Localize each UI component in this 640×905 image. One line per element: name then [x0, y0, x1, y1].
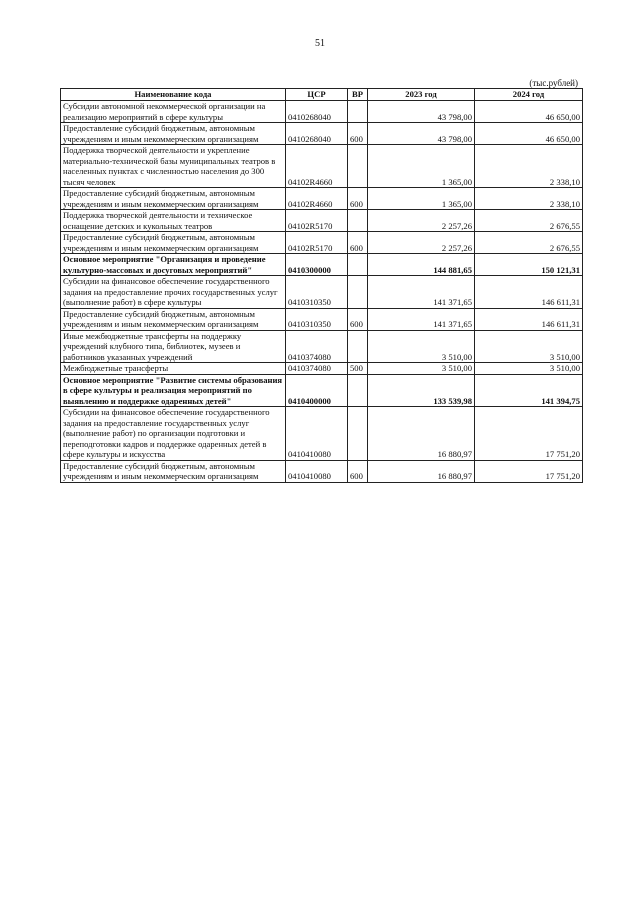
cell-2023: 1 365,00 — [368, 188, 475, 210]
cell-csr: 0410410080 — [286, 407, 348, 461]
cell-name: Основное мероприятие "Развитие системы образования в сфере культуры и реализация мероприятий по выявлению и поддержке одаренных детей" — [61, 374, 286, 407]
cell-csr: 0410300000 — [286, 254, 348, 276]
cell-name: Предоставление субсидий бюджетным, автономным учреждениям и иным некоммерческим организациям — [61, 232, 286, 254]
cell-vr — [348, 210, 368, 232]
cell-2024: 46 650,00 — [475, 123, 583, 145]
cell-name: Межбюджетные трансферты — [61, 363, 286, 375]
table-row — [61, 188, 583, 210]
cell-vr — [348, 407, 368, 461]
table-row — [61, 145, 583, 188]
cell-csr: 04102R4660 — [286, 145, 348, 188]
cell-2023: 141 371,65 — [368, 308, 475, 330]
cell-vr — [348, 330, 368, 363]
cell-2023: 16 880,97 — [368, 460, 475, 482]
cell-csr: 0410310350 — [286, 276, 348, 309]
cell-vr — [348, 276, 368, 309]
cell-csr: 0410410080 — [286, 460, 348, 482]
cell-csr: 0410310350 — [286, 308, 348, 330]
cell-name: Субсидии на финансовое обеспечение государственного задания на предоставление прочих государственных услуг (выполнение работ) в сфере культуры — [61, 276, 286, 309]
cell-name: Предоставление субсидий бюджетным, автономным учреждениям и иным некоммерческим организациям — [61, 308, 286, 330]
cell-csr: 0410374080 — [286, 330, 348, 363]
cell-2024: 2 338,10 — [475, 145, 583, 188]
cell-2024: 17 751,20 — [475, 407, 583, 461]
cell-2024: 2 676,55 — [475, 232, 583, 254]
page-number: 51 — [315, 38, 325, 49]
cell-name: Субсидии на финансовое обеспечение государственного задания на предоставление государственных услуг (выполнение работ) по организации подготовки и переподготовки кадров и поддержке одаренных детей в сфере культуры и искусства — [61, 407, 286, 461]
header-name: Наименование кода — [61, 89, 286, 101]
cell-2023: 133 539,98 — [368, 374, 475, 407]
cell-2024: 150 121,31 — [475, 254, 583, 276]
cell-name: Иные межбюджетные трансферты на поддержку учреждений клубного типа, библиотек, музеев и работников указанных учреждений — [61, 330, 286, 363]
cell-vr — [348, 254, 368, 276]
table-row — [61, 330, 583, 363]
cell-2024: 2 676,55 — [475, 210, 583, 232]
cell-2024: 141 394,75 — [475, 374, 583, 407]
table-row — [61, 276, 583, 309]
cell-name: Поддержка творческой деятельности и укрепление материально-технической базы муниципальных театров в населенных пунктах с численностью населения до 300 тысяч человек — [61, 145, 286, 188]
header-2023: 2023 год — [368, 89, 475, 101]
cell-2024: 146 611,31 — [475, 276, 583, 309]
table-row — [61, 232, 583, 254]
cell-vr — [348, 101, 368, 123]
cell-csr: 04102R5170 — [286, 232, 348, 254]
cell-2023: 2 257,26 — [368, 232, 475, 254]
table-row — [61, 363, 583, 375]
cell-2023: 144 881,65 — [368, 254, 475, 276]
cell-vr: 500 — [348, 363, 368, 375]
table-row-section — [61, 374, 583, 407]
cell-vr: 600 — [348, 308, 368, 330]
cell-2023: 141 371,65 — [368, 276, 475, 309]
cell-csr: 04102R5170 — [286, 210, 348, 232]
table-row-section — [61, 254, 583, 276]
cell-2024: 146 611,31 — [475, 308, 583, 330]
cell-csr: 0410268040 — [286, 123, 348, 145]
cell-name: Поддержка творческой деятельности и техническое оснащение детских и кукольных театров — [61, 210, 286, 232]
cell-csr: 04102R4660 — [286, 188, 348, 210]
header-2024: 2024 год — [475, 89, 583, 101]
budget-table — [60, 88, 583, 483]
cell-vr: 600 — [348, 232, 368, 254]
cell-2024: 3 510,00 — [475, 363, 583, 375]
table-row — [61, 460, 583, 482]
cell-vr: 600 — [348, 460, 368, 482]
cell-2023: 43 798,00 — [368, 123, 475, 145]
cell-vr: 600 — [348, 188, 368, 210]
cell-2023: 2 257,26 — [368, 210, 475, 232]
cell-2024: 46 650,00 — [475, 101, 583, 123]
header-vr: ВР — [348, 89, 368, 101]
header-csr: ЦСР — [286, 89, 348, 101]
table-body — [61, 101, 583, 483]
cell-2023: 16 880,97 — [368, 407, 475, 461]
cell-vr — [348, 374, 368, 407]
cell-name: Предоставление субсидий бюджетным, автономным учреждениям и иным некоммерческим организациям — [61, 123, 286, 145]
cell-2024: 3 510,00 — [475, 330, 583, 363]
cell-vr: 600 — [348, 123, 368, 145]
table-row — [61, 308, 583, 330]
units-label: (тыс.рублей) — [529, 78, 578, 88]
cell-2023: 3 510,00 — [368, 363, 475, 375]
cell-name: Предоставление субсидий бюджетным, автономным учреждениям и иным некоммерческим организациям — [61, 188, 286, 210]
table-header-row — [61, 89, 583, 101]
table-row — [61, 101, 583, 123]
cell-csr: 0410400000 — [286, 374, 348, 407]
cell-2023: 43 798,00 — [368, 101, 475, 123]
table-row — [61, 210, 583, 232]
cell-name: Субсидии автономной некоммерческой организации на реализацию мероприятий в сфере культуры — [61, 101, 286, 123]
cell-name: Основное мероприятие "Организация и проведение культурно-массовых и досуговых мероприятий" — [61, 254, 286, 276]
cell-name: Предоставление субсидий бюджетным, автономным учреждениям и иным некоммерческим организациям — [61, 460, 286, 482]
cell-csr: 0410268040 — [286, 101, 348, 123]
table-row — [61, 407, 583, 461]
table-row — [61, 123, 583, 145]
cell-2024: 17 751,20 — [475, 460, 583, 482]
cell-vr — [348, 145, 368, 188]
cell-csr: 0410374080 — [286, 363, 348, 375]
cell-2023: 3 510,00 — [368, 330, 475, 363]
cell-2023: 1 365,00 — [368, 145, 475, 188]
cell-2024: 2 338,10 — [475, 188, 583, 210]
